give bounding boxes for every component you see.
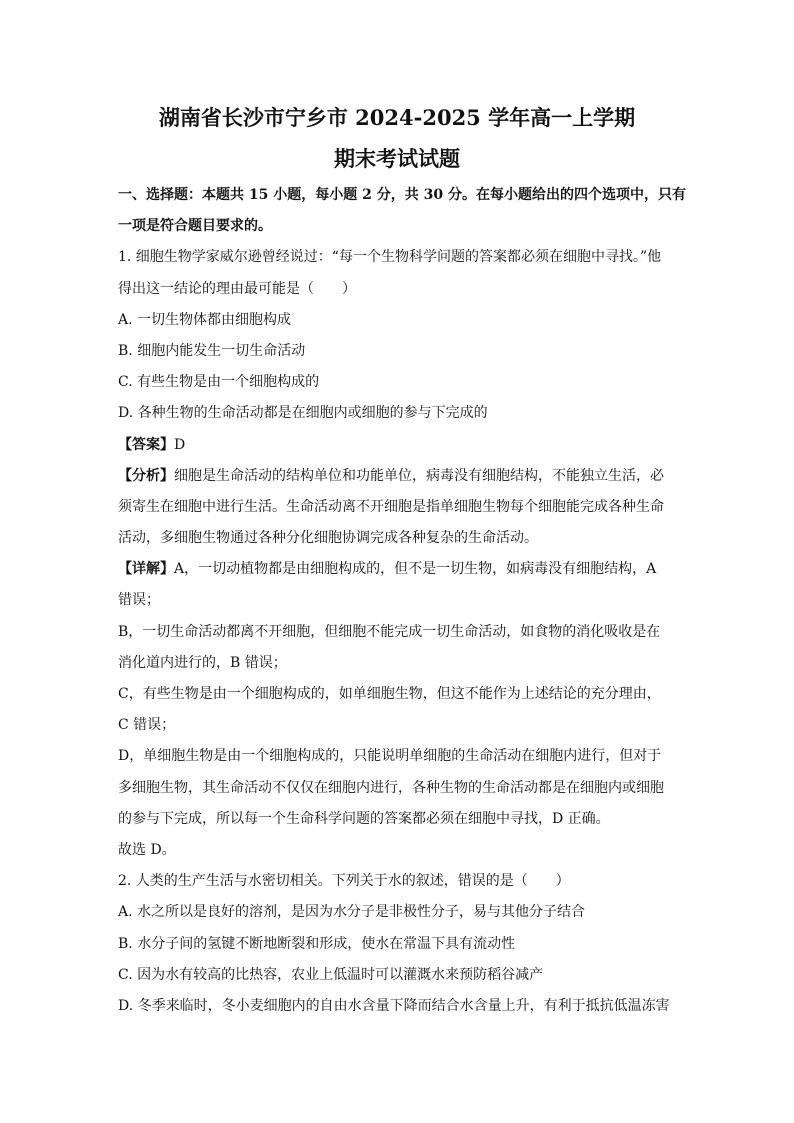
- analysis-tag: 【分析】: [118, 467, 174, 484]
- question-1-option-d: D. 各种生物的生命活动都是在细胞内或细胞的参与下完成的: [118, 405, 488, 422]
- document-title: 湖南省长沙市宁乡市 2024-2025 学年高一上学期: [158, 105, 636, 130]
- question-1-detail-cont: B，一切生命活动都离不开细胞，但细胞不能完成一切生命活动，如食物的消化吸收是在: [118, 623, 661, 640]
- document-subtitle: 期末考试试题: [334, 146, 460, 171]
- question-1-detail-cont: 多细胞生物，其生命活动不仅仅在细胞内进行，各种生物的生命活动都是在细胞内或细胞: [118, 779, 664, 796]
- question-1-detail: [118, 554, 683, 585]
- detail-text: A，一切动植物都是由细胞构成的，但不是一切生物，如病毒没有细胞结构，A: [174, 561, 657, 578]
- section-heading-cont: 一项是符合题目要求的。: [118, 218, 272, 235]
- question-1-analysis-cont: 须寄生在细胞中进行生活。生命活动离不开细胞是指单细胞生物每个细胞能完成各种生命: [118, 498, 664, 515]
- question-2-option-b: B. 水分子间的氢键不断地断裂和形成，使水在常温下具有流动性: [118, 935, 516, 952]
- question-1-detail-cont: C，有些生物是由一个细胞构成的，如单细胞生物，但这不能作为上述结论的充分理由，: [118, 686, 661, 702]
- question-1-detail-cont: C 错误；: [118, 717, 176, 734]
- question-2-option-c: C. 因为水有较高的比热容，农业上低温时可以灌溉水来预防稻谷减产: [118, 966, 544, 983]
- answer-tag: 【答案】: [118, 436, 174, 453]
- question-1-option-a: A. 一切生物体都由细胞构成: [118, 311, 292, 328]
- question-1-detail-cont: D，单细胞生物是由一个细胞构成的，只能说明单细胞的生命活动在细胞内进行，但对于: [118, 748, 662, 765]
- answer-value: D: [174, 436, 186, 453]
- question-2-option-d: D. 冬季来临时，冬小麦细胞内的自由水含量下降而结合水含量上升，有利于抵抗低温冻害: [118, 997, 670, 1014]
- question-1-analysis: [118, 461, 683, 492]
- question-1-answer: [118, 430, 683, 461]
- question-2-option-a: A. 水之所以是良好的溶剂，是因为水分子是非极性分子，易与其他分子结合: [118, 904, 586, 921]
- question-1-analysis-cont: 活动，多细胞生物通过各种分化细胞协调完成各种复杂的生命活动。: [118, 530, 538, 547]
- analysis-text: 细胞是生命活动的结构单位和功能单位，病毒没有细胞结构，不能独立生活，必: [174, 467, 664, 484]
- detail-tag: 【详解】: [118, 561, 174, 578]
- question-2-stem: 2. 人类的生产生活与水密切相关。下列关于水的叙述，错误的是（ ）: [118, 873, 570, 890]
- question-1-conclusion: 故选 D。: [118, 841, 176, 858]
- section-heading: 一、选择题：本题共 15 小题，每小题 2 分，共 30 分。在每小题给出的四个选项中，只有: [118, 187, 686, 203]
- question-1-detail-cont: 消化道内进行的，B 错误；: [118, 654, 287, 671]
- question-1-option-b: B. 细胞内能发生一切生命活动: [118, 342, 306, 359]
- document-body: [118, 180, 686, 1022]
- question-1-stem: 1. 细胞生物学家威尔逊曾经说过：“每一个生物科学问题的答案都必须在细胞中寻找。”他: [118, 249, 662, 266]
- question-1-option-c: C. 有些生物是由一个细胞构成的: [118, 374, 320, 391]
- question-1-detail-cont: 的参与下完成，所以每一个生命科学问题的答案都必须在细胞中寻找，D 正确。: [118, 810, 610, 827]
- question-1-detail-cont: 错误；: [118, 592, 160, 609]
- question-1-stem-cont: 得出这一结论的理由最可能是（ ）: [118, 280, 356, 297]
